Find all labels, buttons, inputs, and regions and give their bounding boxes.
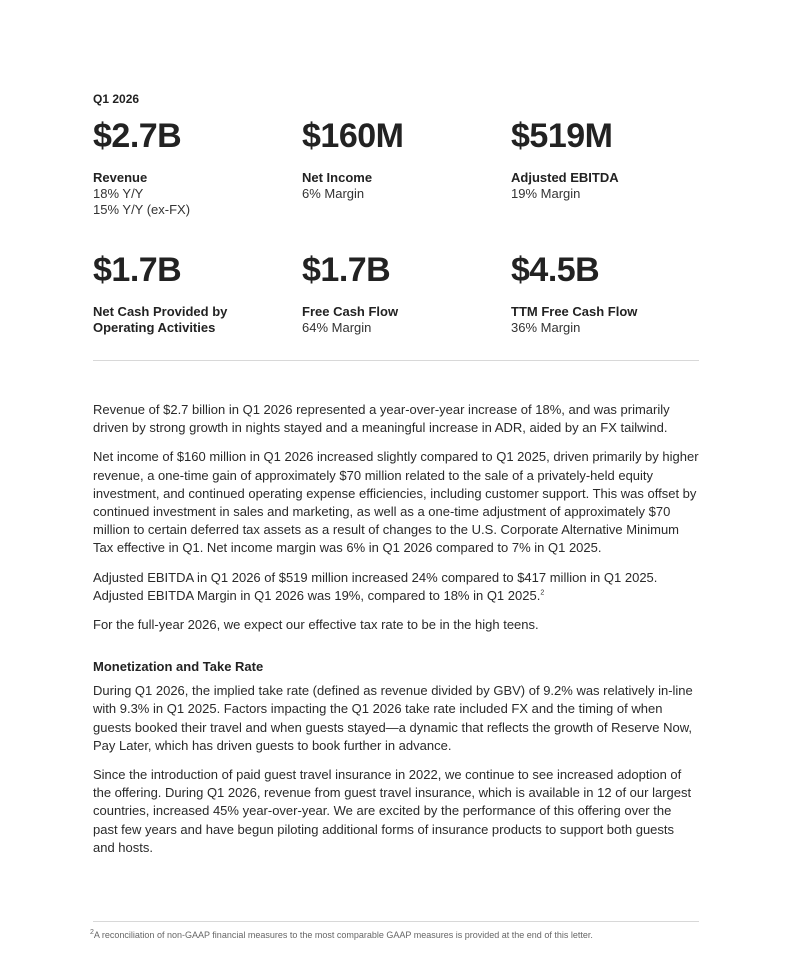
metric-label: Revenue [93,170,148,185]
metric-subtext: 19% Margin [511,186,581,201]
section-heading: Monetization and Take Rate [93,659,264,675]
metric-label: Net Income [302,170,373,185]
metric-subtext: 6% Margin [302,186,365,201]
metric-free-cash-flow [302,248,502,336]
metric-label-line: Net Cash Provided by [93,304,228,319]
metric-label: TTM Free Cash Flow [511,304,638,319]
metric-label: Free Cash Flow [302,304,399,319]
paragraph-revenue: Revenue of $2.7 billion in Q1 2026 represented a year-over-year increase of 18%, and was primarily driven by strong growth in nights stayed and a meaningful increase in ADR, aided by an FX tailwind. [93,402,670,436]
metric-adjusted-ebitda [511,114,711,202]
metric-operating-cash [93,248,293,336]
metric-subtext: 36% Margin [511,320,581,335]
footnote-marker: 2 [540,589,545,597]
metric-value: $1.7B [302,251,391,289]
metric-value: $2.7B [93,117,182,155]
paragraph-adjusted-ebitda [93,569,699,605]
metric-ttm-free-cash-flow [511,248,711,336]
metric-subtext: 15% Y/Y (ex-FX) [93,202,191,217]
metric-value: $1.7B [93,251,182,289]
footnote-text: A reconciliation of non-GAAP financial measures to the most comparable GAAP measures is provided at the end of this letter. [93,930,593,940]
metric-net-income [302,114,502,202]
metric-value: $160M [302,117,404,155]
metric-label [93,304,293,336]
metric-revenue [93,114,293,218]
metric-value: $4.5B [511,251,600,289]
metric-value: $519M [511,117,613,155]
footnote-number: 2 [90,929,94,936]
metric-label-line: Operating Activities [93,320,216,335]
paragraph-tax-rate: For the full-year 2026, we expect our effective tax rate to be in the high teens. [93,617,539,633]
metric-label: Adjusted EBITDA [511,170,619,185]
letter-body [93,401,699,868]
section-divider [93,360,699,361]
period-label: Q1 2026 [93,92,140,106]
footnote [90,930,593,940]
paragraph-text: Adjusted EBITDA in Q1 2026 of $519 million increased 24% compared to $417 million in Q1 2025. Adjusted EBITDA Margin in Q1 2026 was 19%, compared to 18% in Q1 2025. [93,569,658,603]
footnote-divider [93,921,699,922]
paragraph-net-income: Net income of $160 million in Q1 2026 increased slightly compared to Q1 2025, driven primarily by higher revenue, a one-time gain of approximately $70 million related to the sale of a privately-held equity investment, and continued operating expense efficiencies, including customer support. This was offset by continued investment in sales and marketing, as well as a one-time adjustment of approximately $70 million to certain deferred tax assets as a result of changes to the U.S. Corporate Alternative Minimum Tax effective in Q1. Net income margin was 6% in Q1 2026 compared to 7% in Q1 2025. [93,449,699,556]
metric-subtext: 64% Margin [302,320,372,335]
paragraph-insurance: Since the introduction of paid guest travel insurance in 2022, we continue to see increased adoption of the offering. During Q1 2026, revenue from guest travel insurance, which is available in 12 of our largest countries, increased 45% year-over-year. We are excited by the performance of this offering over the past few years and have begun piloting additional forms of insurance products to support both guests and hosts. [93,767,692,855]
paragraph-take-rate: During Q1 2026, the implied take rate (defined as revenue divided by GBV) of 9.2% was relatively in-line with 9.3% in Q1 2025. Factors impacting the Q1 2026 take rate included FX and the timing of when guests booked their travel and when guests stayed—a dynamic that reflects the growth of Reserve Now, Pay Later, which has driven guests to book further in advance. [93,683,693,753]
metric-subtext: 18% Y/Y [93,186,144,201]
